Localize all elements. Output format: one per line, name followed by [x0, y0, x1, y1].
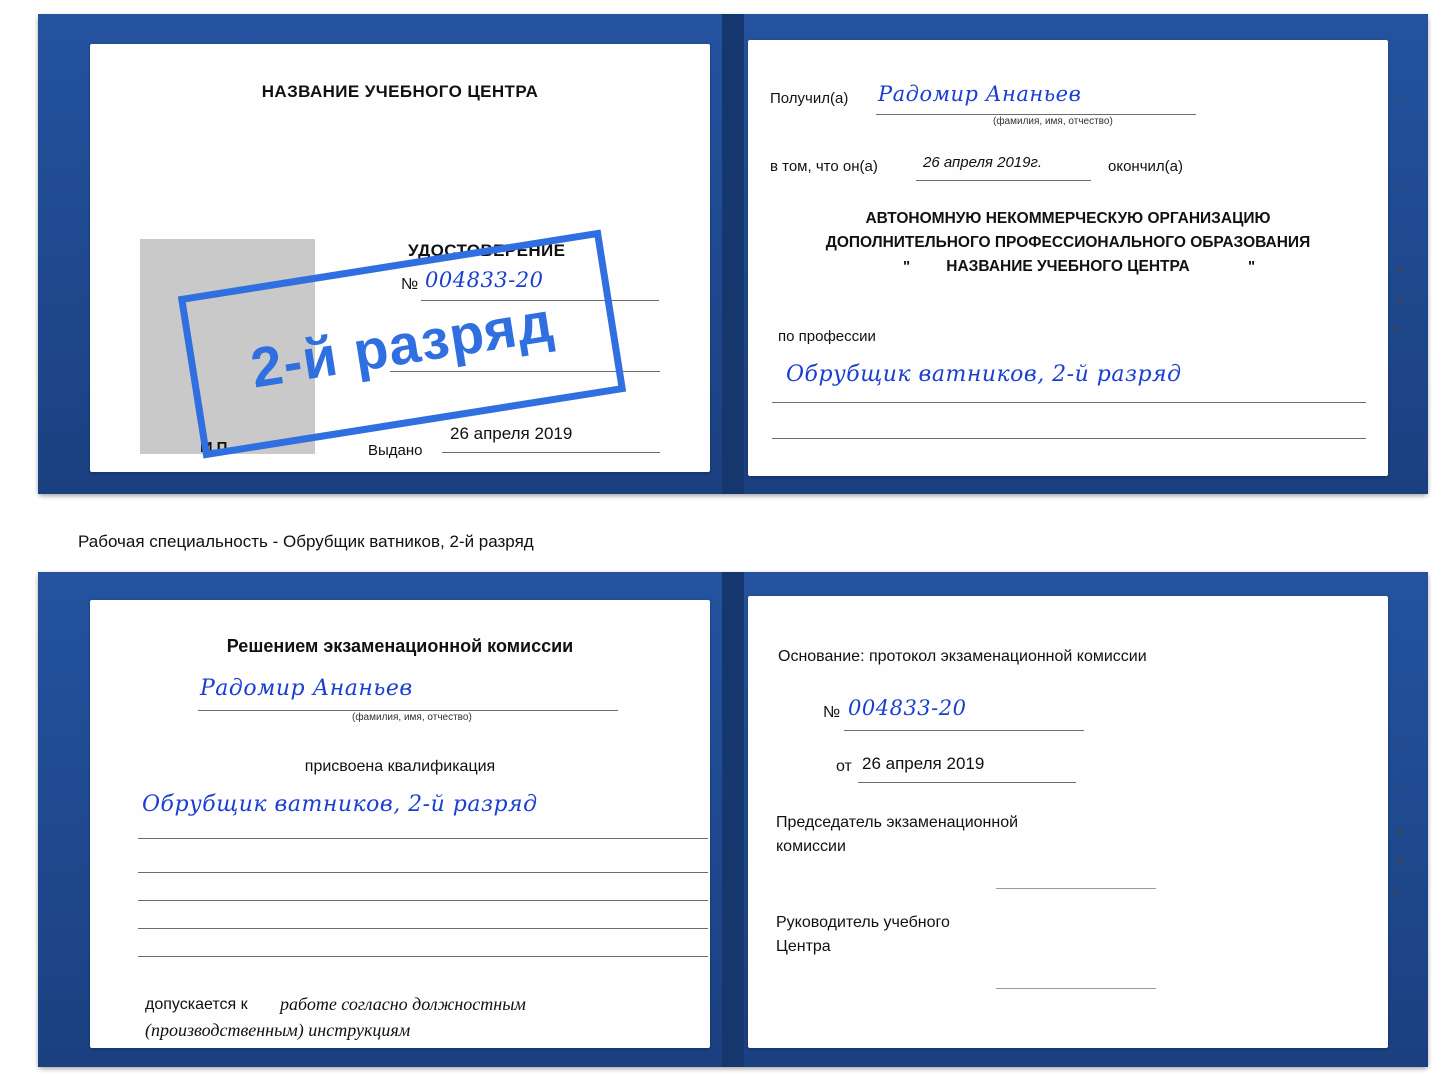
- rank-watermark: 2-й разряд: [178, 230, 626, 459]
- book-spine-top: [722, 14, 744, 494]
- caption-text: Рабочая специальность - Обрубщик ватников, 2-й разряд: [78, 532, 534, 551]
- bottom-left-name: Радомир Ананьев: [200, 676, 413, 701]
- bottom-left-admitted-label: допускается к: [145, 996, 248, 1013]
- bottom-edge-mark-0: –: [1396, 734, 1403, 748]
- top-right-date-rule: [916, 180, 1091, 181]
- bottom-left-rule-5: [138, 956, 708, 957]
- top-right-prof-rule-1: [772, 402, 1366, 403]
- top-left-issued-date: 26 апреля 2019: [450, 424, 573, 443]
- top-edge-mark-0: –: [1396, 92, 1403, 106]
- bottom-right-chair-sign-rule: [996, 888, 1156, 889]
- bottom-right-date-value: 26 апреля 2019: [862, 754, 985, 773]
- bottom-right-number-value: 004833-20: [848, 696, 967, 720]
- bottom-left-rule-4: [138, 928, 708, 929]
- top-left-center-title: НАЗВАНИЕ УЧЕБНОГО ЦЕНТРА: [261, 82, 539, 101]
- bottom-right-date-rule: [858, 782, 1076, 783]
- bottom-left-admitted-value2: (производственным) инструкциям: [145, 1020, 411, 1040]
- top-right-quote-open: ": [903, 258, 911, 275]
- bottom-right-number-sign: №: [823, 704, 841, 721]
- page-bottom-right: [748, 596, 1388, 1048]
- top-right-profession-value: Обрубщик ватников, 2-й разряд: [786, 362, 1182, 387]
- bottom-right-chair-line1: Председатель экзаменационной: [776, 814, 1019, 831]
- top-edge-mark-5: к-: [1394, 322, 1404, 336]
- top-edge-mark-3: и: [1396, 262, 1403, 276]
- bottom-left-name-rule: [198, 710, 618, 711]
- top-left-number-sign: №: [401, 276, 419, 293]
- bottom-right-head-sign-rule: [996, 988, 1156, 989]
- bottom-right-head-line2: Центра: [776, 938, 831, 955]
- book-spine-bottom: [722, 572, 744, 1067]
- bottom-left-admitted-value1: работе согласно должностным: [280, 994, 526, 1014]
- top-right-org-name: НАЗВАНИЕ УЧЕБНОГО ЦЕНТРА: [946, 258, 1190, 275]
- top-right-prof-rule-2: [772, 438, 1366, 439]
- bottom-left-rule-3: [138, 900, 708, 901]
- top-right-received-name: Радомир Ананьев: [878, 82, 1082, 106]
- bottom-right-chair-line2: комиссии: [776, 838, 846, 855]
- bottom-left-rule-2: [138, 872, 708, 873]
- bottom-left-qual-value: Обрубщик ватников, 2-й разряд: [142, 792, 538, 817]
- top-right-name-rule: [876, 114, 1196, 115]
- bottom-right-date-prefix: от: [836, 758, 852, 775]
- top-right-org-line1: АВТОНОМНУЮ НЕКОММЕРЧЕСКУЮ ОРГАНИЗАЦИЮ: [865, 210, 1271, 227]
- top-left-number-value: 004833-20: [425, 268, 544, 292]
- top-right-profession-label: по профессии: [778, 328, 876, 345]
- top-right-that-label: в том, что он(а): [770, 158, 878, 175]
- bottom-right-basis-label: Основание: протокол экзаменационной комиссии: [778, 648, 1147, 665]
- bottom-left-title: Решением экзаменационной комиссии: [226, 636, 574, 656]
- bottom-edge-mark-4: к-: [1394, 884, 1404, 898]
- top-right-quote-close: ": [1248, 258, 1256, 275]
- top-right-name-hint: (фамилия, имя, отчество): [993, 116, 1113, 127]
- top-right-received-label: Получил(а): [770, 90, 849, 107]
- top-edge-mark-4: а: [1396, 292, 1403, 306]
- page-top-right: [748, 40, 1388, 476]
- bottom-right-number-rule: [844, 730, 1084, 731]
- page-bottom-left: [90, 600, 710, 1048]
- top-edge-mark-2: –: [1396, 219, 1403, 233]
- top-left-issued-rule: [442, 452, 660, 453]
- top-edge-mark-1: –: [1396, 182, 1403, 196]
- bottom-edge-mark-3: а: [1396, 854, 1403, 868]
- bottom-edge-mark-1: –: [1396, 780, 1403, 794]
- bottom-right-head-line1: Руководитель учебного: [776, 914, 950, 931]
- top-right-org-line2: ДОПОЛНИТЕЛЬНОГО ПРОФЕССИОНАЛЬНОГО ОБРАЗОВАНИЯ: [825, 234, 1311, 251]
- top-right-finished-date: 26 апреля 2019г.: [923, 154, 1043, 171]
- bottom-left-qual-label: присвоена квалификация: [304, 758, 496, 775]
- top-left-doc-title: УДОСТОВЕРЕНИЕ: [408, 241, 566, 260]
- bottom-left-name-hint: (фамилия, имя, отчество): [352, 712, 472, 723]
- top-left-seal-label: М.П.: [200, 439, 232, 456]
- top-left-issued-label: Выдано: [368, 442, 423, 459]
- bottom-left-rule-1: [138, 838, 708, 839]
- certificate-bottom: [38, 572, 1428, 1067]
- bottom-edge-mark-2: и: [1396, 824, 1403, 838]
- top-right-finished-label: окончил(а): [1108, 158, 1183, 175]
